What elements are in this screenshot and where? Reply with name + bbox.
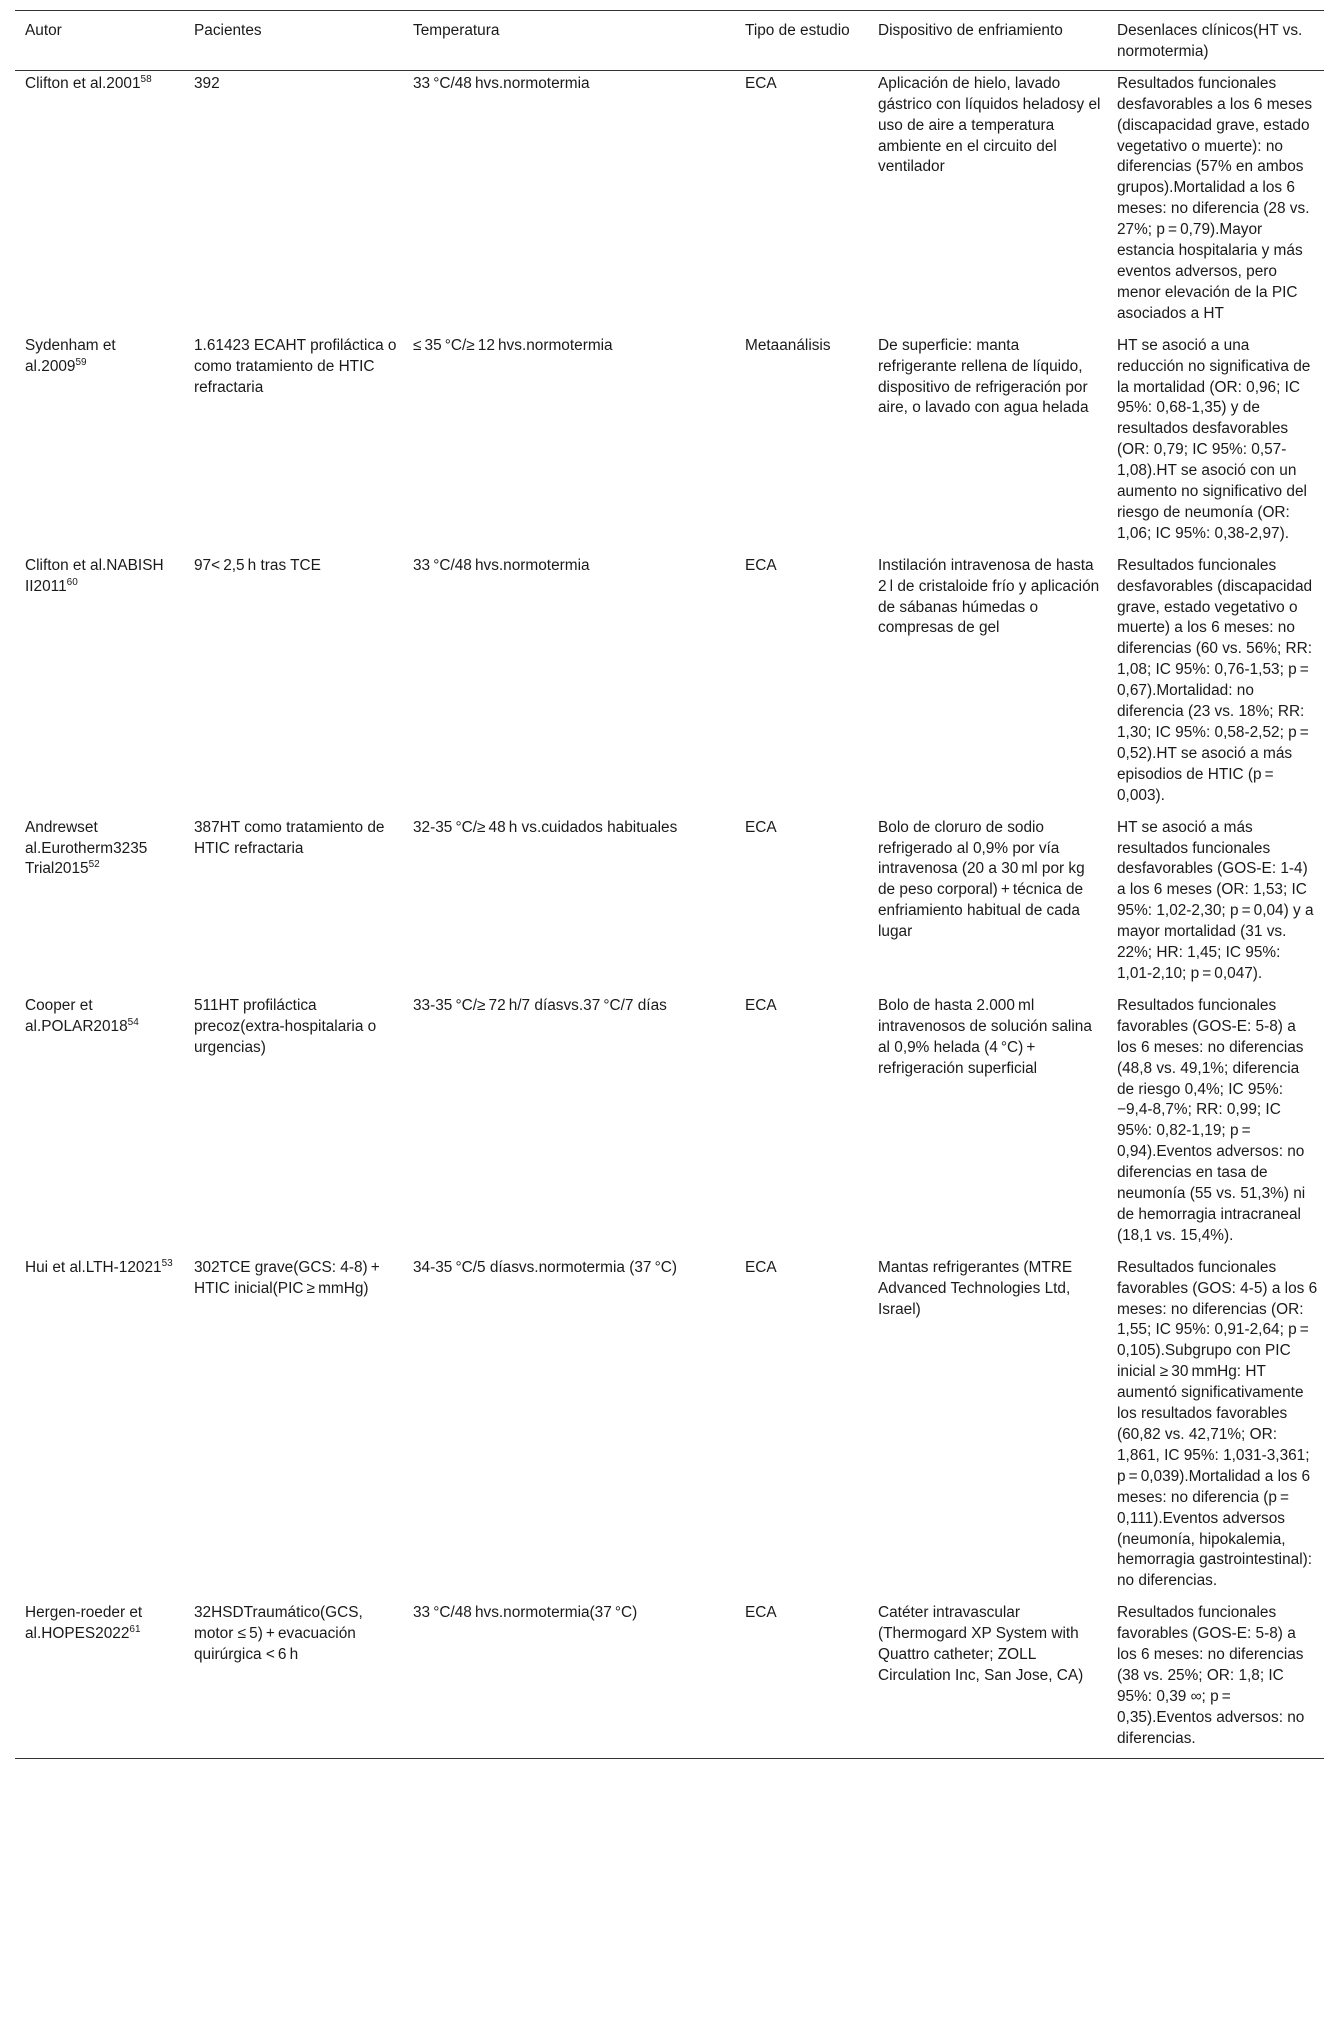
cell-study-type: ECA bbox=[745, 1604, 777, 1622]
header-temperatura: Temperatura bbox=[413, 22, 500, 39]
cell-temperature: 32-35 °C/≥ 48 h vs.cuidados habituales bbox=[413, 818, 678, 836]
cell-outcomes: HT se asoció a una reducción no significativa de la mortalidad (OR: 0,96; IC 95%: 0,68-1,35) y de resultados desfavorables (OR: 0,79; IC 95%: 0,57-1,08).HT se asoció con un aumento no significativo del riesgo de neumonía (OR: 1,06; IC 95%: 0,38-2,97). bbox=[1117, 336, 1311, 542]
cell-temperature: ≤ 35 °C/≥ 12 hvs.normotermia bbox=[413, 336, 613, 354]
cell-temperature: 33-35 °C/≥ 72 h/7 díasvs.37 °C/7 días bbox=[413, 996, 667, 1014]
cell-study-type: ECA bbox=[745, 996, 777, 1014]
author-text: Andrewset al.Eurotherm3235 Trial2015 bbox=[25, 818, 148, 878]
cell-author bbox=[15, 1600, 184, 1758]
table-row bbox=[15, 1255, 1324, 1601]
reference-number: 58 bbox=[140, 73, 152, 85]
cell-device: De superficie: manta refrigerante rellena de líquido, dispositivo de refrigeración por aire, o lavado con agua helada bbox=[878, 336, 1089, 417]
cell-device: Catéter intravascular (Thermogard XP System with Quattro catheter; ZOLL Circulation Inc, San Jose, CA) bbox=[878, 1604, 1084, 1684]
cell-temperature: 33 °C/48 hvs.normotermia(37 °C) bbox=[413, 1604, 638, 1622]
cell-patients: 97< 2,5 h tras TCE bbox=[194, 556, 321, 574]
cell-device: Bolo de cloruro de sodio refrigerado al 0,9% por vía intravenosa (20 a 30 ml por kg de peso corporal) + técnica de enfriamiento habitual de cada lugar bbox=[878, 818, 1085, 941]
cell-study-type: ECA bbox=[745, 74, 777, 92]
reference-number: 52 bbox=[88, 859, 100, 871]
reference-number: 54 bbox=[127, 1016, 139, 1028]
cell-outcomes: Resultados funcionales favorables (GOS: 4-5) a los 6 meses: no diferencias (OR: 1,55; IC 95%: 0,91-2,64; p = 0,105).Subgrupo con PIC inicial ≥ 30 mmHg: HT aumentó significativamente los resultados favorables (60,82 vs. 42,71%; OR: 1,861, IC 95%: 1,031-3,361; p = 0,039).Mortalidad a los 6 meses: no diferencia (p = 0,111).Eventos adversos (neumonía, hipokalemia, hemorragia gastrointestinal): no diferencias. bbox=[1117, 1258, 1318, 1590]
table-row bbox=[15, 553, 1324, 815]
author-text: Hui et al.LTH-12021 bbox=[25, 1258, 162, 1276]
header-autor: Autor bbox=[25, 22, 62, 39]
clinical-trials-table bbox=[15, 10, 1324, 1759]
cell-study-type: Metaanálisis bbox=[745, 336, 831, 354]
table-row bbox=[15, 333, 1324, 553]
header-dispositivo: Dispositivo de enfriamiento bbox=[878, 22, 1063, 39]
cell-temperature: 34-35 °C/5 díasvs.normotermia (37 °C) bbox=[413, 1258, 677, 1276]
cell-study-type: ECA bbox=[745, 818, 777, 836]
header-row bbox=[15, 11, 1324, 71]
header-desenlaces: Desenlaces clínicos(HT vs. normotermia) bbox=[1117, 22, 1303, 60]
author-text: Cooper et al.POLAR2018 bbox=[25, 996, 128, 1035]
cell-author bbox=[15, 70, 184, 332]
cell-outcomes: HT se asoció a más resultados funcionales desfavorables (GOS-E: 1-4) a los 6 meses (OR: 1,53; IC 95%: 1,02-2,30; p = 0,04) y a mayor mortalidad (31 vs. 22%; HR: 1,45; IC 95%: 1,01-2,10; p = 0,047). bbox=[1117, 818, 1314, 982]
cell-outcomes: Resultados funcionales favorables (GOS-E: 5-8) a los 6 meses: no diferencias (48,8 vs. 49,1%; diferencia de riesgo 0,4%; IC 95%: −9,4-8,7%; RR: 0,99; IC 95%: 0,82-1,19; p = 0,94).Eventos adversos: no diferencias en tasa de neumonía (55 vs. 51,3%) ni de hemorragia intracraneal (18,1 vs. 15,4%). bbox=[1117, 996, 1306, 1244]
table-header bbox=[15, 11, 1324, 71]
cell-outcomes: Resultados funcionales desfavorables a los 6 meses (discapacidad grave, estado vegetativo o muerte): no diferencias (57% en ambos grupos).Mortalidad a los 6 meses: no diferencia (28 vs. 27%; p = 0,79).Mayor estancia hospitalaria y más eventos adversos, pero menor elevación de la PIC asociados a HT bbox=[1117, 74, 1313, 322]
cell-study-type: ECA bbox=[745, 1258, 777, 1276]
cell-patients: 511HT profiláctica precoz(extra-hospitalaria o urgencias) bbox=[194, 996, 377, 1056]
cell-author bbox=[15, 333, 184, 553]
cell-temperature: 33 °C/48 hvs.normotermia bbox=[413, 556, 590, 574]
author-text: Clifton et al.2001 bbox=[25, 74, 141, 92]
reference-number: 53 bbox=[161, 1257, 173, 1269]
cell-patients: 32HSDTraumático(GCS, motor ≤ 5) + evacuación quirúrgica < 6 h bbox=[194, 1604, 363, 1664]
cell-author bbox=[15, 993, 184, 1255]
cell-author bbox=[15, 1255, 184, 1601]
header-pacientes: Pacientes bbox=[194, 22, 262, 39]
table-row bbox=[15, 1600, 1324, 1758]
reference-number: 60 bbox=[66, 576, 78, 588]
cell-patients: 387HT como tratamiento de HTIC refractaria bbox=[194, 818, 385, 857]
cell-device: Bolo de hasta 2.000 ml intravenosos de solución salina al 0,9% helada (4 °C) + refrigeración superficial bbox=[878, 996, 1092, 1077]
cell-outcomes: Resultados funcionales desfavorables (discapacidad grave, estado vegetativo o muerte) a los 6 meses: no diferencias (60 vs. 56%; RR: 1,08; IC 95%: 0,76-1,53; p = 0,67).Mortalidad: no diferencia (23 vs. 18%; RR: 1,30; IC 95%: 0,58-2,52; p = 0,52).HT se asoció a más episodios de HTIC (p = 0,003). bbox=[1117, 556, 1313, 804]
cell-author bbox=[15, 553, 184, 815]
cell-temperature: 33 °C/48 hvs.normotermia bbox=[413, 74, 590, 92]
cell-patients: 1.61423 ECAHT profiláctica o como tratamiento de HTIC refractaria bbox=[194, 336, 397, 396]
cell-device: Instilación intravenosa de hasta 2 l de cristaloide frío y aplicación de sábanas húmedas o compresas de gel bbox=[878, 556, 1100, 637]
cell-patients: 302TCE grave(GCS: 4-8) + HTIC inicial(PIC ≥ mmHg) bbox=[194, 1258, 383, 1297]
author-text: Sydenham et al.2009 bbox=[25, 336, 116, 375]
table-row bbox=[15, 993, 1324, 1255]
reference-number: 61 bbox=[129, 1624, 141, 1636]
author-text: Hergen-roeder et al.HOPES2022 bbox=[25, 1604, 143, 1643]
cell-outcomes: Resultados funcionales favorables (GOS-E: 5-8) a los 6 meses: no diferencias (38 vs. 25%; OR: 1,8; IC 95%: 0,39 ∞; p = 0,35).Eventos adversos: no diferencias. bbox=[1117, 1604, 1305, 1747]
table-body bbox=[15, 70, 1324, 1758]
cell-device: Mantas refrigerantes (MTRE Advanced Technologies Ltd, Israel) bbox=[878, 1258, 1073, 1318]
table-row bbox=[15, 815, 1324, 993]
author-text: Clifton et al.NABISH II2011 bbox=[25, 556, 164, 595]
cell-study-type: ECA bbox=[745, 556, 777, 574]
header-tipo-estudio: Tipo de estudio bbox=[745, 22, 850, 39]
cell-patients: 392 bbox=[194, 74, 220, 92]
cell-device: Aplicación de hielo, lavado gástrico con líquidos heladosy el uso de aire a temperatura ambiente en el circuito del ventilador bbox=[878, 74, 1101, 176]
reference-number: 59 bbox=[75, 356, 87, 368]
cell-author bbox=[15, 815, 184, 993]
table-row bbox=[15, 70, 1324, 332]
